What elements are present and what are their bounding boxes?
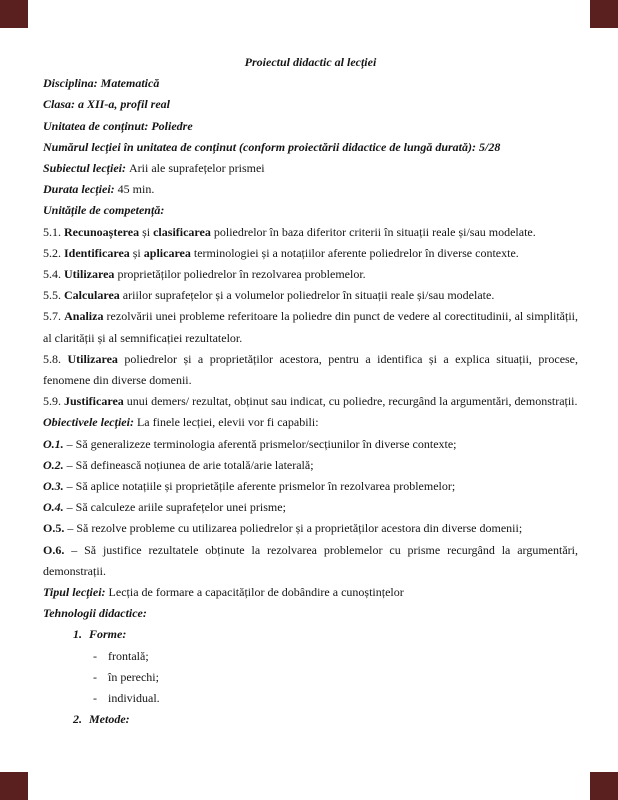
paragraph [43, 222, 578, 243]
text-run: Utilizarea [64, 267, 115, 282]
text-run: – Să justifice rezultatele obținute la rezolvarea problemelor cu prisme recurgând la argumentări, demonstrații. [43, 542, 578, 578]
paragraph [43, 455, 578, 476]
paragraph [43, 158, 578, 179]
numbered-list-item [43, 709, 578, 730]
text-run: în perechi; [108, 669, 159, 684]
text-run: Tipul lecției: [43, 585, 109, 600]
text-run: 5.2. [43, 245, 64, 260]
text-run: O.4. [43, 500, 64, 515]
list-number: 2. [73, 712, 82, 727]
text-run: 5.5. [43, 288, 64, 303]
paragraph [43, 412, 578, 433]
text-run: Identificarea [64, 245, 130, 260]
text-run: 5.4. [43, 267, 64, 282]
text-run: Obiectivele lecției: [43, 415, 137, 430]
paragraph [43, 94, 578, 115]
paragraph [43, 137, 578, 158]
text-run: 5.9. [43, 394, 64, 409]
text-run: Proiectul didactic al lecției [244, 55, 377, 69]
document-title [43, 52, 578, 73]
text-run: Forme: [89, 627, 127, 642]
text-run: aplicarea [143, 245, 191, 260]
text-run: ariilor suprafețelor și a volumelor poliedrelor în situații reale și/sau modelate. [119, 288, 495, 303]
text-run: – Să calculeze ariile suprafețelor unei prisme; [63, 500, 286, 515]
corner-marker-top-left [0, 0, 28, 28]
text-run: proprietăților poliedrelor în rezolvarea problemelor. [114, 267, 366, 282]
bullet-dash: - [93, 669, 97, 684]
text-run: 5.8. [43, 351, 68, 366]
text-run: O.6. [43, 542, 65, 557]
text-run: și [129, 245, 144, 260]
paragraph [43, 243, 578, 264]
paragraph [43, 200, 578, 221]
corner-marker-bottom-left [0, 772, 28, 800]
text-run: Lecția de formare a capacităților de dobândire a cunoștințelor [108, 585, 404, 600]
text-run: Unitățile de competență: [43, 203, 165, 218]
bullet-list-item [43, 667, 578, 688]
text-run: și [139, 224, 154, 239]
text-run: poliedrelor și a proprietăților acestora, pentru a identifica și a explica situații, procese, fenomene din diverse domenii. [43, 351, 579, 388]
paragraph [43, 476, 578, 497]
text-run: Durata lecției: [43, 182, 118, 197]
bullet-list-item [43, 688, 578, 709]
paragraph [43, 582, 578, 603]
text-run: unui demers/ rezultat, obținut sau indicat, cu poliedre, recurgând la argumentări, demonstrații. [123, 394, 578, 409]
text-run: 5.1. [43, 224, 64, 239]
text-run: Recunoașterea [64, 224, 140, 239]
text-run: O.2. [43, 457, 64, 472]
text-run: poliedrelor în baza diferitor criterii în situații reale și/sau modelate. [210, 224, 536, 239]
paragraph [43, 306, 578, 348]
text-run: Justificarea [64, 394, 124, 409]
corner-marker-bottom-right [590, 772, 618, 800]
paragraph [43, 349, 578, 391]
text-run: Tehnologii didactice: [43, 606, 147, 621]
text-run: rezolvării unei probleme referitoare la poliedre din punct de vedere al corectitudinii, al simplității, al clarității și al semnificației rezultatelor. [43, 309, 578, 345]
paragraph [43, 73, 578, 94]
text-run: – Să rezolve probleme cu utilizarea poliedrelor și a proprietăților acestora din diverse domenii; [64, 521, 523, 536]
text-run: 45 min. [117, 182, 155, 197]
paragraph [43, 285, 578, 306]
bullet-dash: - [93, 691, 97, 706]
text-run: Numărul lecției în unitatea de conținut (conform proiectării didactice de lungă durată): 5/28 [43, 139, 501, 154]
text-run: La finele lecției, elevii vor fi capabili: [136, 415, 319, 430]
text-run: Utilizarea [67, 351, 118, 366]
text-run: O.1. [43, 436, 64, 451]
bullet-dash: - [93, 648, 97, 663]
text-run: Analiza [64, 309, 104, 324]
text-run: clasificarea [153, 224, 211, 239]
text-run: – Să aplice notațiile și proprietățile aferente prismelor în rezolvarea problemelor; [63, 479, 456, 494]
text-run: Subiectul lecției: [43, 161, 129, 176]
text-run: Disciplina: Matematică [43, 76, 160, 91]
text-run: frontală; [108, 648, 149, 663]
paragraph [43, 497, 578, 518]
text-run: – Să definească noțiunea de arie totală/arie laterală; [63, 457, 314, 472]
list-number: 1. [73, 627, 82, 642]
paragraph [43, 179, 578, 200]
text-run: Unitatea de conținut: Poliedre [43, 118, 193, 133]
text-run: Metode: [89, 712, 130, 727]
text-run: individual. [108, 691, 160, 706]
paragraph [43, 434, 578, 455]
corner-marker-top-right [590, 0, 618, 28]
text-run: 5.7. [43, 309, 65, 324]
text-run: Arii ale suprafețelor prismei [129, 161, 265, 176]
paragraph [43, 264, 578, 285]
text-run: Calcularea [64, 288, 120, 303]
text-run: terminologiei și a notațiilor aferente poliedrelor în diverse contexte. [190, 245, 519, 260]
paragraph [43, 518, 578, 539]
paragraph [43, 540, 578, 582]
numbered-list-item [43, 624, 578, 645]
paragraph [43, 116, 578, 137]
text-run: – Să generalizeze terminologia aferentă prismelor/secțiunilor în diverse contexte; [63, 436, 457, 451]
text-run: O.3. [43, 479, 64, 494]
text-run: O.5. [43, 521, 65, 536]
paragraph [43, 603, 578, 624]
bullet-list-item [43, 646, 578, 667]
paragraph [43, 391, 578, 412]
text-run: Clasa: a XII-a, profil real [43, 97, 171, 112]
